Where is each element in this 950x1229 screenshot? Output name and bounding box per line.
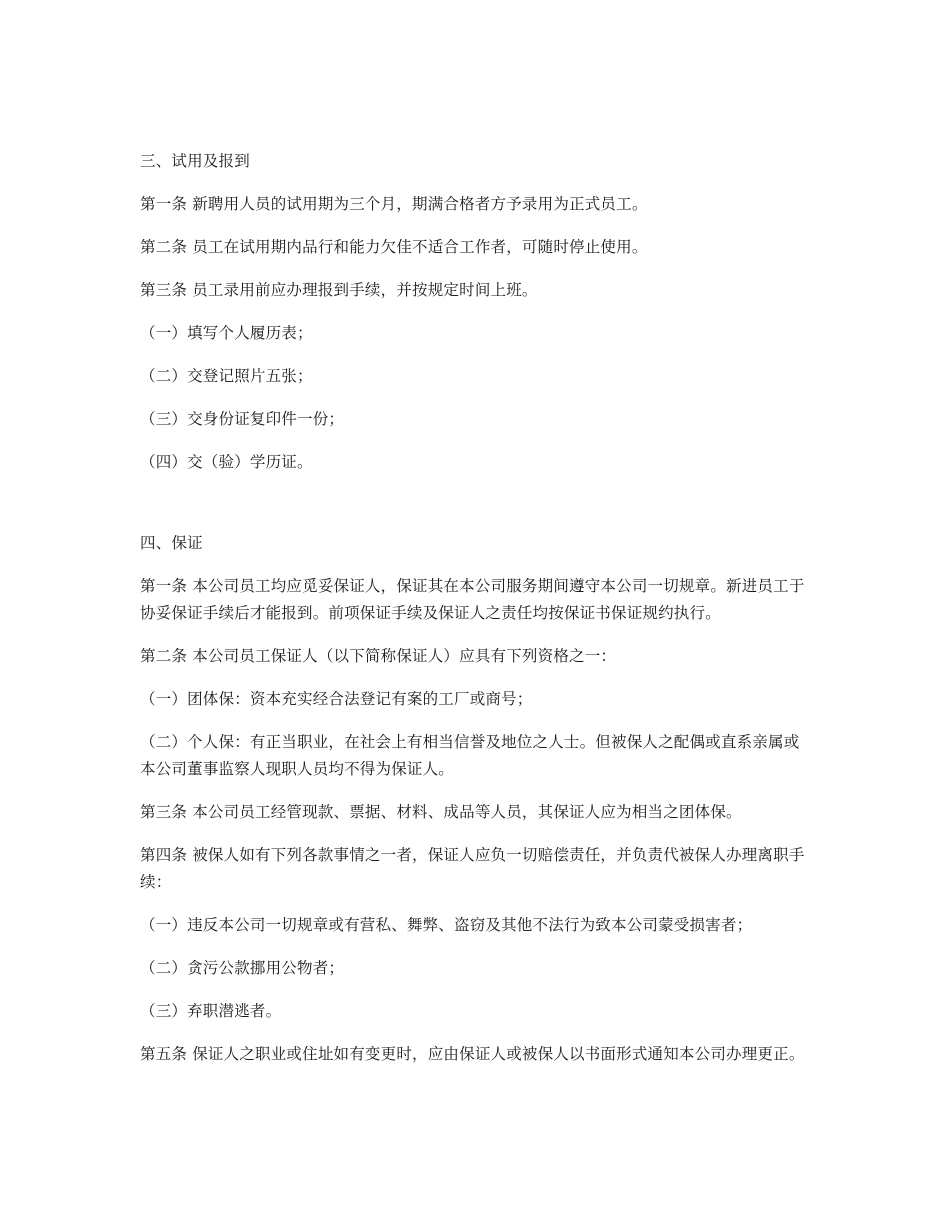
article-paragraph: 第三条 本公司员工经管现款、票据、材料、成品等人员，其保证人应为相当之团体保。 [140,803,742,821]
section-trial-and-reporting [140,148,812,476]
document-body [140,148,812,1084]
list-item: （三）弃职潜逃者。 [140,1002,282,1020]
article-paragraph: 第四条 被保人如有下列各款事情之一者，保证人应负一切赔偿责任，并负责代被保人办理离职手续： [140,846,805,891]
section-heading: 三、试用及报到 [140,152,250,170]
list-item: （四）交（验）学历证。 [140,453,313,471]
article-paragraph: 第五条 保证人之职业或住址如有变更时，应由保证人或被保人以书面形式通知本公司办理更正。 [140,1045,805,1063]
section-spacer [140,492,812,530]
article-paragraph: 第三条 员工录用前应办理报到手续，并按规定时间上班。 [140,281,538,299]
list-item: （二）交登记照片五张； [140,367,313,385]
list-item: （一）违反本公司一切规章或有营私、舞弊、盗窃及其他不法行为致本公司蒙受损害者； [140,916,753,934]
article-paragraph: 第二条 本公司员工保证人（以下简称保证人）应具有下列资格之一： [140,647,617,665]
list-item: （二）贪污公款挪用公物者； [140,959,345,977]
article-paragraph: 第一条 新聘用人员的试用期为三个月，期满合格者方予录用为正式员工。 [140,195,648,213]
list-item: （二）个人保：有正当职业，在社会上有相当信誉及地位之人士。但被保人之配偶或直系亲属或本公司董事监察人现职人员均不得为保证人。 [140,733,800,778]
section-heading: 四、保证 [140,534,203,552]
section-guarantee [140,530,812,1068]
article-paragraph: 第一条 本公司员工均应觅妥保证人，保证其在本公司服务期间遵守本公司一切规章。新进员工于协妥保证手续后才能报到。前项保证手续及保证人之责任均按保证书保证规约执行。 [140,577,805,622]
list-item: （三）交身份证复印件一份； [140,410,345,428]
list-item: （一）填写个人履历表； [140,324,313,342]
list-item: （一）团体保：资本充实经合法登记有案的工厂或商号； [140,690,533,708]
article-paragraph: 第二条 员工在试用期内品行和能力欠佳不适合工作者，可随时停止使用。 [140,238,648,256]
